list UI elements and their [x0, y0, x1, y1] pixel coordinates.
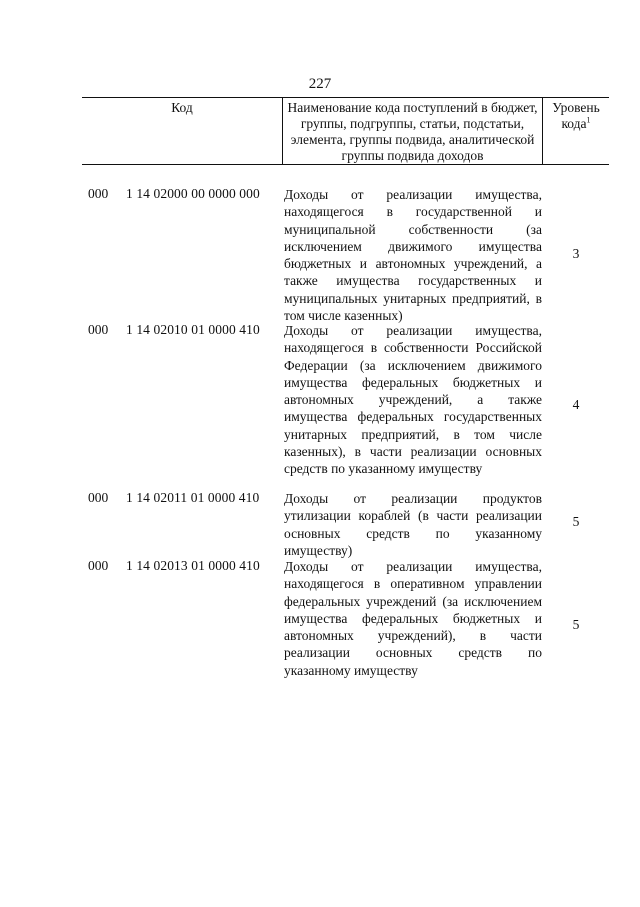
- header-level-footnote: 1: [586, 115, 591, 125]
- row-prefix: 000: [88, 322, 109, 337]
- header-code: Код: [171, 100, 193, 115]
- page-number: 227: [308, 76, 332, 92]
- row-level: 5: [572, 617, 580, 632]
- table-header: [82, 97, 609, 165]
- row-name: Доходы от реализации имущества, находящегося в оперативном управлении федеральных учреждений (за исключением имущества федеральных бюджетных и автономных учреждений), в части реализации основных средств по указанному имуществу: [284, 559, 542, 678]
- row-code: 1 14 02011 01 0000 410: [126, 490, 260, 505]
- row-level: 3: [572, 246, 580, 261]
- table-row: [82, 490, 609, 560]
- row-name: Доходы от реализации имущества, находящегося в государственной и муниципальной собственности (за исключением движимого имущества бюджетных и автономных учреждений, а также имущества государственных и муниципальных унитарных предприятий, в том числе казенных): [284, 187, 542, 324]
- row-prefix: 000: [88, 186, 109, 201]
- row-name: Доходы от реализации продуктов утилизации кораблей (в части реализации основных средств по указанному имуществу): [284, 491, 542, 558]
- header-level-label: Уровень кода: [552, 100, 600, 131]
- header-level: [543, 98, 609, 164]
- row-prefix: 000: [88, 490, 109, 505]
- table-row: [82, 186, 609, 324]
- table-row: [82, 558, 609, 698]
- row-level: 5: [572, 514, 580, 529]
- row-code: 1 14 02000 00 0000 000: [126, 186, 260, 201]
- table-row: [82, 322, 609, 490]
- row-prefix: 000: [88, 558, 109, 573]
- row-code: 1 14 02013 01 0000 410: [126, 558, 260, 573]
- row-code: 1 14 02010 01 0000 410: [126, 322, 260, 337]
- row-level: 4: [572, 397, 580, 412]
- header-name: Наименование кода поступлений в бюджет, группы, подгруппы, статьи, подстатьи, элемента, группы подвида, аналитической группы подвида доходов: [282, 98, 543, 164]
- row-name: Доходы от реализации имущества, находящегося в собственности Российской Федерации (за исключением движимого имущества федеральных бюджетных и автономных учреждений, а также имущества федеральных государственных унитарных предприятий, в том числе казенных), в части реализации основных средств по указанному имуществу: [284, 323, 542, 477]
